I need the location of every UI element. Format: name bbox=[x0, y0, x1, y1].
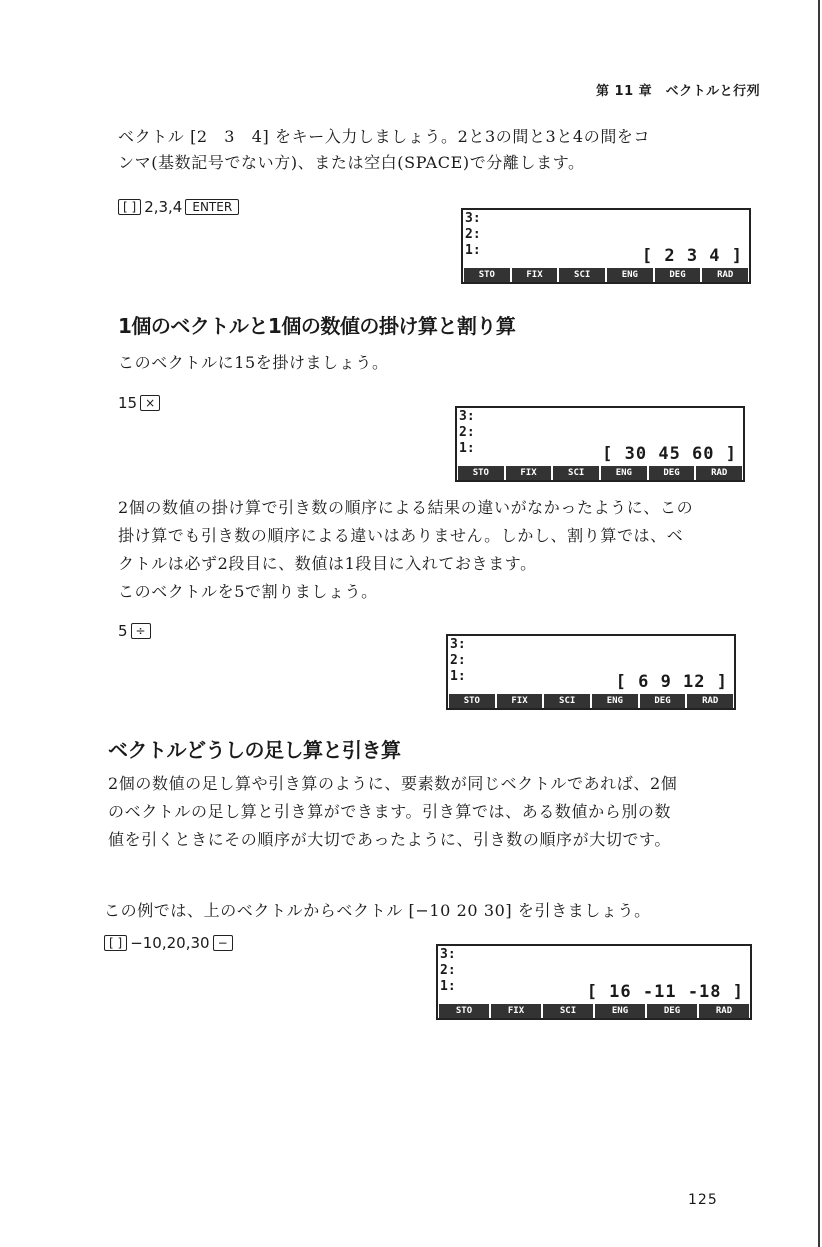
intro-line-1: ベクトル [2 3 4] をキー入力しましょう。2と3の間と3と4の間をコ bbox=[118, 127, 651, 146]
menu-deg: DEG bbox=[640, 694, 686, 708]
key-sequence-text: −10,20,30 bbox=[130, 934, 210, 952]
key-sequence-3 bbox=[118, 622, 151, 640]
intro-line-2: ンマ(基数記号でない方)、または空白(SPACE)で分離します。 bbox=[118, 153, 585, 172]
key-sequence-4 bbox=[104, 934, 233, 952]
calculator-display-3 bbox=[446, 634, 736, 710]
key-sequence-2 bbox=[118, 394, 160, 412]
menu-rad: RAD bbox=[696, 466, 742, 480]
menu-eng: ENG bbox=[592, 694, 638, 708]
menu-eng: ENG bbox=[601, 466, 647, 480]
key-sequence-text: 2,3,4 bbox=[144, 198, 183, 216]
stack-level-1: 1: bbox=[465, 243, 481, 258]
menu-fix: FIX bbox=[491, 1004, 541, 1018]
stack-level-1: 1: bbox=[459, 441, 475, 456]
menu-sci: SCI bbox=[543, 1004, 593, 1018]
menu-rad: RAD bbox=[699, 1004, 749, 1018]
minus-key: − bbox=[213, 935, 233, 951]
stack-level-2: 2: bbox=[440, 963, 456, 978]
stack-result: [ 2 3 4 ] bbox=[641, 246, 743, 266]
stack-level-2: 2: bbox=[450, 653, 466, 668]
para2-line-2: 掛け算でも引き数の順序による違いはありません。しかし、割り算では、ベ bbox=[118, 526, 684, 545]
menu-eng: ENG bbox=[607, 268, 653, 282]
stack-result: [ 30 45 60 ] bbox=[602, 444, 737, 464]
stack-level-2: 2: bbox=[459, 425, 475, 440]
enter-key: ENTER bbox=[185, 199, 239, 215]
menu-sci: SCI bbox=[559, 268, 605, 282]
calculator-display-2 bbox=[455, 406, 745, 482]
stack-level-3: 3: bbox=[459, 409, 475, 424]
section2-line-2: のベクトルの足し算と引き算ができます。引き算では、ある数値から別の数 bbox=[108, 802, 672, 821]
menu-fix: FIX bbox=[512, 268, 558, 282]
para2-line-3: クトルは必ず2段目に、数値は1段目に入れておきます。 bbox=[118, 554, 537, 573]
menu-sci: SCI bbox=[544, 694, 590, 708]
section2-line-4: この例では、上のベクトルからベクトル [−10 20 30] を引きましょう。 bbox=[104, 901, 651, 920]
stack-level-3: 3: bbox=[450, 637, 466, 652]
softkey-menu bbox=[448, 694, 734, 708]
calculator-display-4 bbox=[436, 944, 752, 1020]
menu-fix: FIX bbox=[497, 694, 543, 708]
stack-result: [ 6 9 12 ] bbox=[615, 672, 728, 692]
paragraph-2 bbox=[118, 494, 693, 606]
stack-level-3: 3: bbox=[465, 211, 481, 226]
menu-fix: FIX bbox=[506, 466, 552, 480]
stack-result: [ 16 -11 -18 ] bbox=[586, 982, 744, 1002]
key-sequence-1 bbox=[118, 198, 239, 216]
menu-sto: STO bbox=[464, 268, 510, 282]
section1-text: このベクトルに15を掛けましょう。 bbox=[118, 353, 389, 372]
stack-level-2: 2: bbox=[465, 227, 481, 242]
menu-sto: STO bbox=[449, 694, 495, 708]
intro-paragraph bbox=[118, 124, 650, 176]
softkey-menu bbox=[463, 268, 749, 282]
menu-sci: SCI bbox=[553, 466, 599, 480]
page-number: 125 bbox=[688, 1192, 718, 1208]
menu-deg: DEG bbox=[649, 466, 695, 480]
menu-rad: RAD bbox=[687, 694, 733, 708]
para2-line-1: 2個の数値の掛け算で引き数の順序による結果の違いがなかったように、この bbox=[118, 498, 694, 517]
section2-line-3: 値を引くときにその順序が大切であったように、引き数の順序が大切です。 bbox=[108, 830, 671, 849]
para2-line-4: このベクトルを5で割りましょう。 bbox=[118, 582, 378, 601]
softkey-menu bbox=[457, 466, 743, 480]
menu-eng: ENG bbox=[595, 1004, 645, 1018]
softkey-menu bbox=[438, 1004, 750, 1018]
section-heading-1: 1個のベクトルと1個の数値の掛け算と割り算 bbox=[118, 314, 516, 338]
menu-deg: DEG bbox=[647, 1004, 697, 1018]
chapter-header: 第 11 章 ベクトルと行列 bbox=[596, 84, 761, 99]
bracket-key: [ ] bbox=[118, 199, 141, 215]
key-sequence-text: 5 bbox=[118, 622, 128, 640]
menu-rad: RAD bbox=[702, 268, 748, 282]
section-heading-2: ベクトルどうしの足し算と引き算 bbox=[108, 738, 401, 762]
section2-paragraph bbox=[108, 770, 677, 854]
section2-line-1: 2個の数値の足し算や引き算のように、要素数が同じベクトルであれば、2個 bbox=[108, 774, 678, 793]
menu-deg: DEG bbox=[655, 268, 701, 282]
stack-level-1: 1: bbox=[450, 669, 466, 684]
page-edge-line bbox=[818, 0, 820, 1247]
stack-level-3: 3: bbox=[440, 947, 456, 962]
menu-sto: STO bbox=[439, 1004, 489, 1018]
menu-sto: STO bbox=[458, 466, 504, 480]
divide-key: ÷ bbox=[131, 623, 151, 639]
calculator-display-1 bbox=[461, 208, 751, 284]
stack-level-1: 1: bbox=[440, 979, 456, 994]
multiply-key: × bbox=[140, 395, 160, 411]
bracket-key: [ ] bbox=[104, 935, 127, 951]
key-sequence-text: 15 bbox=[118, 394, 138, 412]
